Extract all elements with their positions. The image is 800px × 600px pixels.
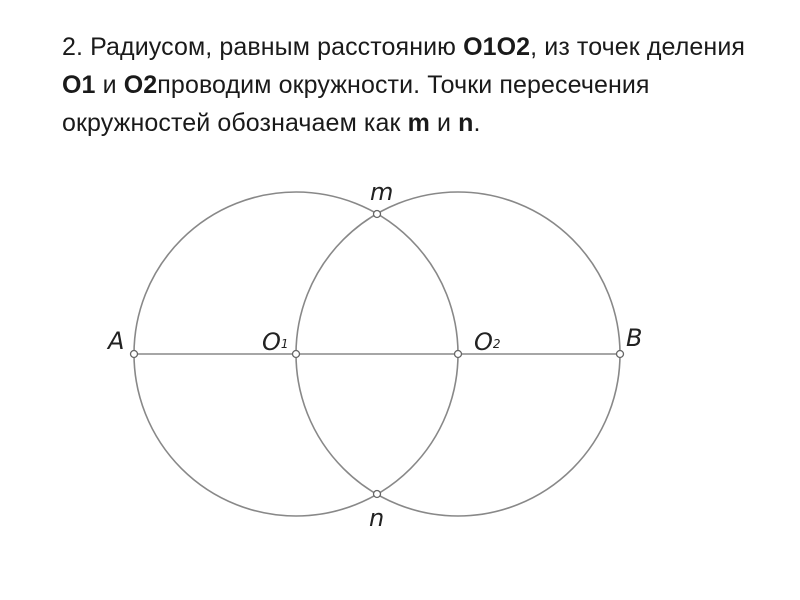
label-n: n [369,504,385,532]
point-o2 [455,351,462,358]
label-b: B [626,324,643,352]
segment-o1o2-term: O1O2 [463,33,531,61]
instruction-part-3: и [95,71,124,99]
instruction-part-6: . [473,109,481,137]
point-m [374,211,381,218]
label-o2-sub: 2 [492,337,501,351]
label-o2 [474,328,501,356]
label-o1 [262,328,289,356]
instruction-part-5: и [429,109,459,137]
point-n [374,491,381,498]
label-o1-main: O [262,328,281,356]
label-m: m [370,178,394,206]
point-o1 [293,351,300,358]
instruction-part-1: 2. Радиусом, равным расстоянию [62,33,464,61]
point-a [131,351,138,358]
point-m-term: m [407,109,430,137]
point-o1-term: O1 [62,71,96,99]
label-o1-sub: 1 [280,337,289,351]
point-o2-term: O2 [123,71,158,99]
label-o2-main: O [474,328,493,356]
instruction-part-4: проводим окружности. Точки пересечения окружностей обозначаем как [62,71,650,137]
label-a: A [108,327,125,355]
point-b [617,351,624,358]
instruction-part-2: , из точек деления [530,33,746,61]
point-n-term: n [458,109,474,137]
